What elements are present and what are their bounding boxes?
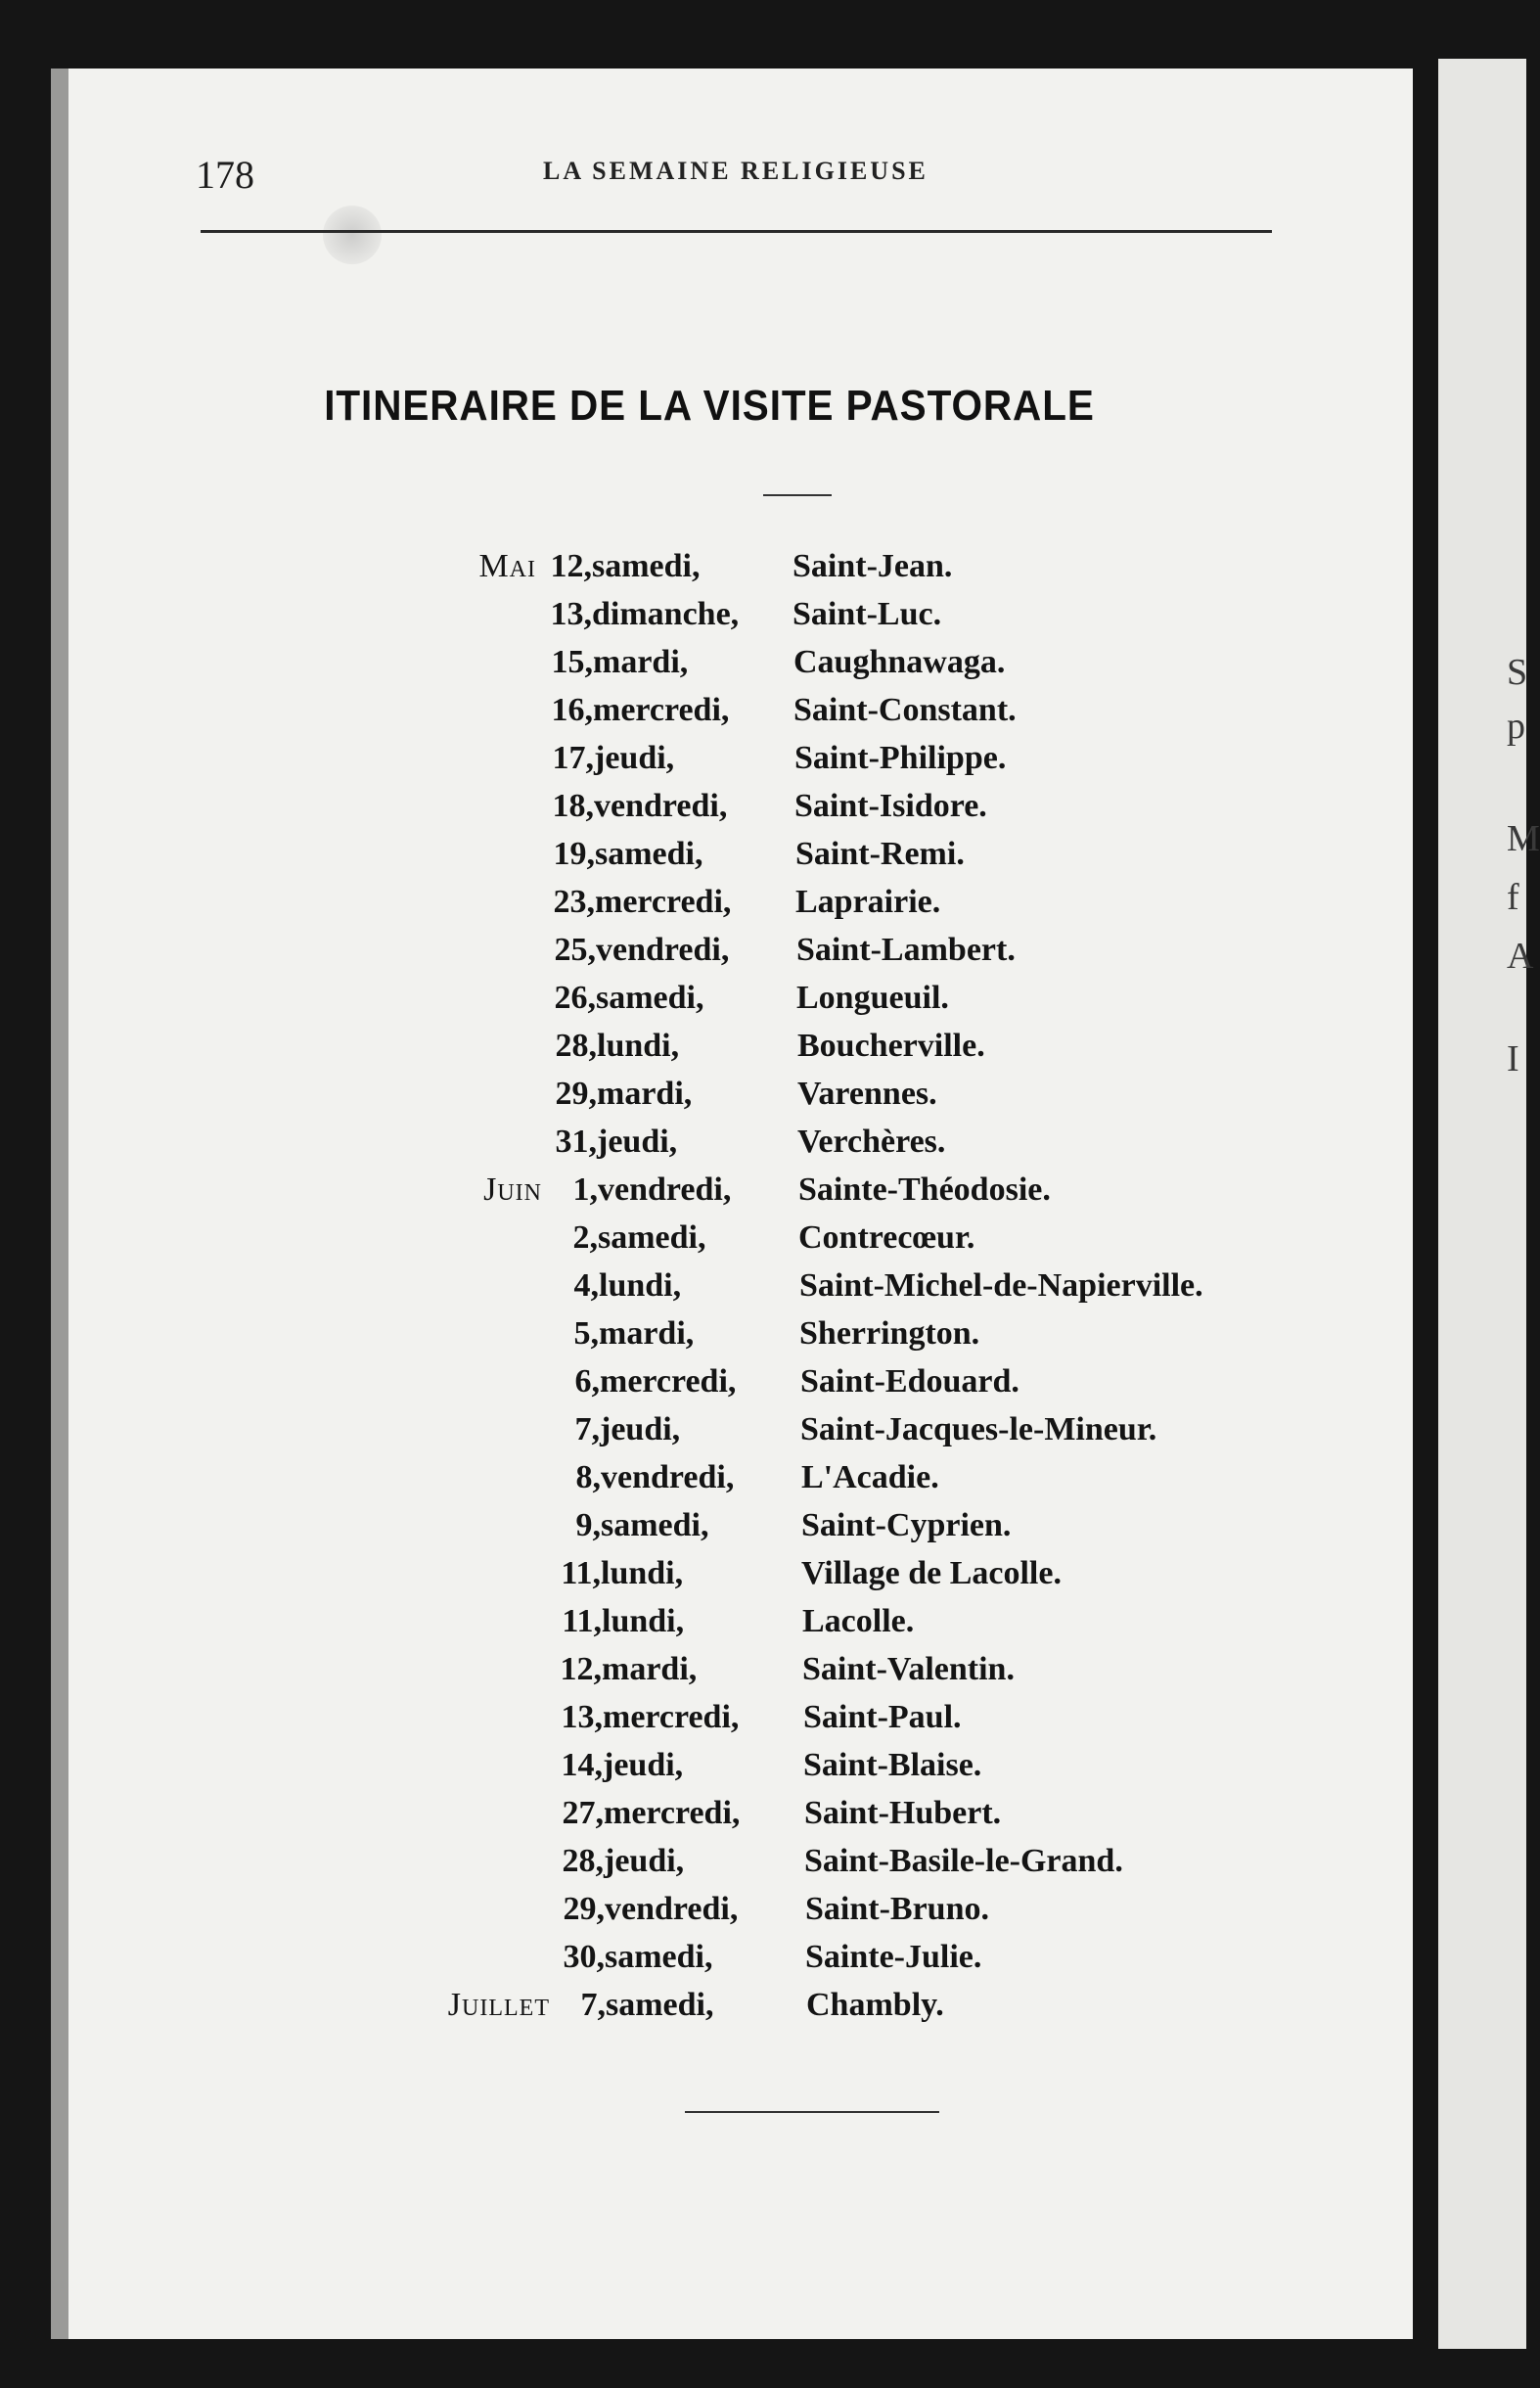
itinerary-place: Sainte-Julie. xyxy=(805,1939,982,1975)
itinerary-row xyxy=(0,1411,1370,1459)
itinerary-day: mardi, xyxy=(599,1315,695,1352)
itinerary-place: Varennes. xyxy=(797,1076,937,1112)
itinerary-day: mercredi, xyxy=(595,884,732,920)
page-number: 178 xyxy=(196,153,254,197)
itinerary-date: 27, xyxy=(562,1795,604,1831)
itinerary-day: samedi, xyxy=(598,1219,706,1256)
itinerary-date: 23, xyxy=(553,884,595,920)
page-title: ITINERAIRE DE LA VISITE PASTORALE xyxy=(324,382,1095,430)
title-rule xyxy=(763,494,832,496)
itinerary-row xyxy=(0,740,1370,788)
itinerary-row xyxy=(0,1219,1370,1267)
itinerary-day: jeudi, xyxy=(594,740,675,776)
itinerary-place: Boucherville. xyxy=(797,1028,985,1064)
itinerary-date: 13, xyxy=(561,1699,603,1735)
itinerary-row xyxy=(0,1699,1370,1747)
itinerary-date: 14, xyxy=(561,1747,603,1783)
itinerary-row xyxy=(0,884,1370,932)
itinerary-place: Contrecœur. xyxy=(798,1219,975,1256)
itinerary-place: Saint-Cyprien. xyxy=(801,1507,1012,1543)
itinerary-place: Saint-Edouard. xyxy=(800,1363,1019,1400)
paper-smudge xyxy=(323,206,382,264)
itinerary-place: Sainte-Théodosie. xyxy=(798,1171,1051,1208)
itinerary-row xyxy=(0,1603,1370,1651)
itinerary-day: dimanche, xyxy=(592,596,740,632)
itinerary-place: Saint-Philippe. xyxy=(794,740,1007,776)
itinerary-place: Saint-Michel-de-Napierville. xyxy=(799,1267,1203,1304)
itinerary-row xyxy=(0,1171,1370,1219)
itinerary-date: 25, xyxy=(554,932,596,968)
itinerary-date: 13, xyxy=(550,596,592,632)
itinerary-row xyxy=(0,1891,1370,1939)
itinerary-row xyxy=(0,1939,1370,1987)
itinerary-month: Juin xyxy=(483,1171,542,1208)
itinerary-day: mardi, xyxy=(597,1076,693,1112)
itinerary-day: samedi, xyxy=(605,1939,713,1975)
itinerary-place: Longueuil. xyxy=(796,980,949,1016)
itinerary-row xyxy=(0,1315,1370,1363)
itinerary-place: Saint-Remi. xyxy=(795,836,965,872)
itinerary-date: 7, xyxy=(580,1987,606,2023)
itinerary-row xyxy=(0,1555,1370,1603)
itinerary-date: 29, xyxy=(555,1076,597,1112)
itinerary-row xyxy=(0,1747,1370,1795)
itinerary-row xyxy=(0,836,1370,884)
itinerary-date: 29, xyxy=(563,1891,605,1927)
itinerary-month: Juillet xyxy=(447,1987,550,2023)
itinerary-date: 9, xyxy=(575,1507,601,1543)
adjacent-page-letter: A xyxy=(1507,936,1534,977)
itinerary-date: 4, xyxy=(573,1267,599,1304)
itinerary-day: mercredi, xyxy=(603,1699,740,1735)
itinerary-day: vendredi, xyxy=(601,1459,735,1495)
itinerary-date: 30, xyxy=(563,1939,605,1975)
itinerary-date: 28, xyxy=(562,1843,604,1879)
itinerary-day: lundi, xyxy=(601,1555,684,1591)
itinerary-day: vendredi, xyxy=(598,1171,732,1208)
adjacent-page-letter: p xyxy=(1507,706,1525,747)
itinerary-place: Saint-Basile-le-Grand. xyxy=(804,1843,1123,1879)
itinerary-row xyxy=(0,1124,1370,1171)
itinerary-row xyxy=(0,1987,1370,2035)
itinerary-place: Saint-Jacques-le-Mineur. xyxy=(800,1411,1157,1447)
itinerary-day: samedi, xyxy=(595,836,703,872)
itinerary-row xyxy=(0,932,1370,980)
itinerary-row xyxy=(0,1028,1370,1076)
itinerary-day: mardi, xyxy=(593,644,689,680)
itinerary-day: lundi, xyxy=(597,1028,680,1064)
itinerary-row xyxy=(0,1843,1370,1891)
itinerary-day: vendredi, xyxy=(605,1891,739,1927)
itinerary-day: vendredi, xyxy=(596,932,730,968)
itinerary-day: samedi, xyxy=(601,1507,709,1543)
itinerary-place: Saint-Blaise. xyxy=(803,1747,982,1783)
itinerary-day: mercredi, xyxy=(600,1363,737,1400)
itinerary-date: 12, xyxy=(560,1651,602,1687)
itinerary-date: 26, xyxy=(554,980,596,1016)
itinerary-place: Verchères. xyxy=(797,1124,946,1160)
itinerary-day: jeudi, xyxy=(603,1747,684,1783)
itinerary-row xyxy=(0,1795,1370,1843)
itinerary-day: samedi, xyxy=(592,548,701,584)
itinerary-date: 17, xyxy=(552,740,594,776)
itinerary-date: 12, xyxy=(550,548,592,584)
itinerary-date: 2, xyxy=(572,1219,598,1256)
itinerary-place: Saint-Bruno. xyxy=(805,1891,989,1927)
itinerary-row xyxy=(0,788,1370,836)
itinerary-row xyxy=(0,1651,1370,1699)
itinerary-row xyxy=(0,1363,1370,1411)
itinerary-list xyxy=(0,548,1370,2035)
running-head: LA SEMAINE RELIGIEUSE xyxy=(543,157,929,185)
itinerary-day: mercredi, xyxy=(604,1795,741,1831)
itinerary-row xyxy=(0,1459,1370,1507)
itinerary-place: Chambly. xyxy=(806,1987,944,2023)
itinerary-row xyxy=(0,692,1370,740)
itinerary-day: lundi, xyxy=(599,1267,682,1304)
itinerary-row xyxy=(0,644,1370,692)
itinerary-day: vendredi, xyxy=(594,788,728,824)
itinerary-row xyxy=(0,1507,1370,1555)
adjacent-page-letter: f xyxy=(1507,877,1519,918)
itinerary-row xyxy=(0,1267,1370,1315)
itinerary-place: Lacolle. xyxy=(802,1603,915,1639)
itinerary-date: 19, xyxy=(553,836,595,872)
itinerary-date: 5, xyxy=(573,1315,599,1352)
itinerary-place: Saint-Hubert. xyxy=(804,1795,1002,1831)
itinerary-place: Saint-Luc. xyxy=(793,596,942,632)
adjacent-page-edge xyxy=(1438,59,1526,2349)
itinerary-date: 7, xyxy=(574,1411,600,1447)
itinerary-place: Saint-Constant. xyxy=(793,692,1017,728)
itinerary-month: Mai xyxy=(478,548,536,584)
adjacent-page-letter: I xyxy=(1507,1038,1519,1079)
itinerary-row xyxy=(0,548,1370,596)
itinerary-day: mardi, xyxy=(602,1651,698,1687)
header-rule xyxy=(201,230,1272,233)
itinerary-date: 11, xyxy=(562,1603,602,1639)
itinerary-place: Laprairie. xyxy=(795,884,941,920)
itinerary-row xyxy=(0,1076,1370,1124)
itinerary-place: Saint-Valentin. xyxy=(802,1651,1015,1687)
itinerary-row xyxy=(0,980,1370,1028)
itinerary-day: jeudi, xyxy=(600,1411,681,1447)
itinerary-date: 18, xyxy=(552,788,594,824)
itinerary-row xyxy=(0,596,1370,644)
itinerary-date: 11, xyxy=(561,1555,601,1591)
adjacent-page-letter: M xyxy=(1507,818,1540,859)
adjacent-page-letter: S xyxy=(1507,652,1528,693)
itinerary-day: lundi, xyxy=(602,1603,685,1639)
itinerary-day: mercredi, xyxy=(593,692,730,728)
itinerary-place: Sherrington. xyxy=(799,1315,980,1352)
itinerary-date: 8, xyxy=(575,1459,601,1495)
itinerary-place: Saint-Jean. xyxy=(793,548,953,584)
itinerary-day: samedi, xyxy=(596,980,704,1016)
itinerary-day: samedi, xyxy=(606,1987,714,2023)
itinerary-date: 16, xyxy=(551,692,593,728)
itinerary-place: Saint-Lambert. xyxy=(796,932,1016,968)
itinerary-day: jeudi, xyxy=(597,1124,678,1160)
itinerary-date: 31, xyxy=(555,1124,597,1160)
itinerary-date: 6, xyxy=(574,1363,600,1400)
itinerary-place: L'Acadie. xyxy=(801,1459,939,1495)
itinerary-date: 28, xyxy=(555,1028,597,1064)
itinerary-place: Village de Lacolle. xyxy=(801,1555,1062,1591)
itinerary-place: Saint-Paul. xyxy=(803,1699,962,1735)
itinerary-place: Saint-Isidore. xyxy=(794,788,987,824)
itinerary-date: 15, xyxy=(551,644,593,680)
itinerary-place: Caughnawaga. xyxy=(793,644,1006,680)
itinerary-date: 1, xyxy=(572,1171,598,1208)
itinerary-day: jeudi, xyxy=(604,1843,685,1879)
closing-rule xyxy=(685,2111,939,2113)
